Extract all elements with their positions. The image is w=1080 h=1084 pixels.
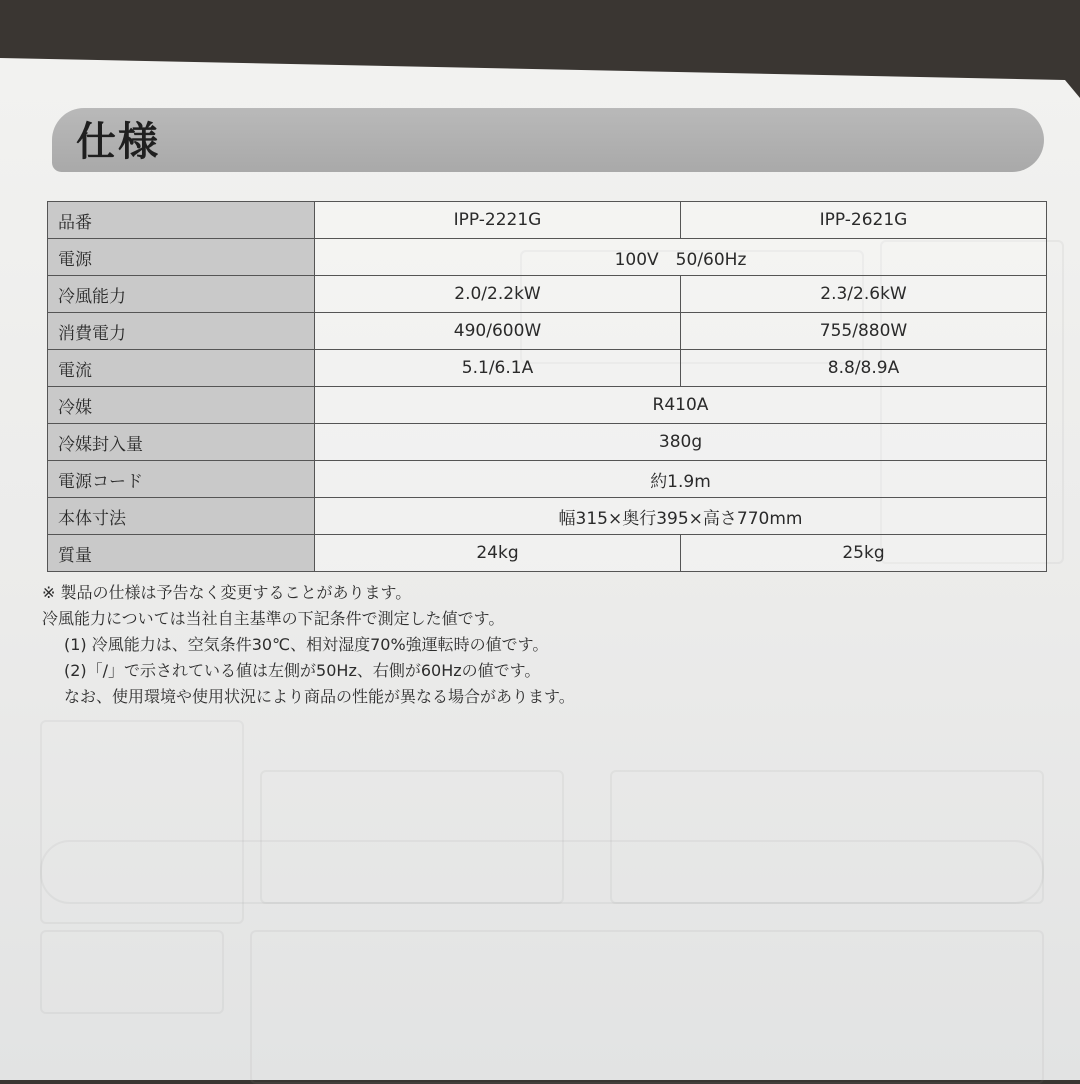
table-cell: 5.1/6.1A	[315, 350, 681, 387]
row-label: 冷媒封入量	[48, 424, 315, 461]
table-row	[48, 202, 1047, 239]
show-through-box	[40, 930, 224, 1014]
note-line: ※ 製品の仕様は予告なく変更することがあります。	[42, 583, 412, 602]
table-cell: 380g	[315, 424, 1047, 461]
table-row	[48, 498, 1047, 535]
table-cell: 約1.9m	[315, 461, 1047, 498]
table-cell: 24kg	[315, 535, 681, 572]
row-label: 消費電力	[48, 313, 315, 350]
spec-table	[47, 201, 1047, 572]
table-row	[48, 239, 1047, 276]
table-row	[48, 461, 1047, 498]
table-cell: 25kg	[681, 535, 1047, 572]
table-row	[48, 387, 1047, 424]
table-cell: 2.0/2.2kW	[315, 276, 681, 313]
table-row	[48, 424, 1047, 461]
notes	[42, 580, 1022, 710]
table-cell: 755/880W	[681, 313, 1047, 350]
row-label: 電源	[48, 239, 315, 276]
note-line: 冷風能力については当社自主基準の下記条件で測定した値です。	[42, 609, 505, 628]
table-cell: 8.8/8.9A	[681, 350, 1047, 387]
table-row	[48, 313, 1047, 350]
table-row	[48, 276, 1047, 313]
title-bar	[52, 108, 1044, 172]
table-row	[48, 350, 1047, 387]
show-through-box	[250, 930, 1044, 1084]
table-cell: 幅315×奥行395×高さ770mm	[315, 498, 1047, 535]
row-label: 冷媒	[48, 387, 315, 424]
row-label: 品番	[48, 202, 315, 239]
row-label: 電流	[48, 350, 315, 387]
note-line: (1) 冷風能力は、空気条件30℃、相対湿度70%強運転時の値です。	[64, 635, 549, 654]
table-cell: R410A	[315, 387, 1047, 424]
page-title: 仕様	[76, 119, 160, 165]
show-through-band	[40, 840, 1044, 904]
table-cell: 2.3/2.6kW	[681, 276, 1047, 313]
row-label: 質量	[48, 535, 315, 572]
note-line: (2)「/」で示されている値は左側が50Hz、右側が60Hzの値です。	[64, 661, 541, 680]
table-cell: 100V 50/60Hz	[315, 239, 1047, 276]
table-cell: 490/600W	[315, 313, 681, 350]
note-line: なお、使用環境や使用状況により商品の性能が異なる場合があります。	[64, 687, 575, 706]
table-row	[48, 535, 1047, 572]
row-label: 本体寸法	[48, 498, 315, 535]
row-label: 電源コード	[48, 461, 315, 498]
table-cell: IPP-2221G	[315, 202, 681, 239]
table-cell: IPP-2621G	[681, 202, 1047, 239]
row-label: 冷風能力	[48, 276, 315, 313]
